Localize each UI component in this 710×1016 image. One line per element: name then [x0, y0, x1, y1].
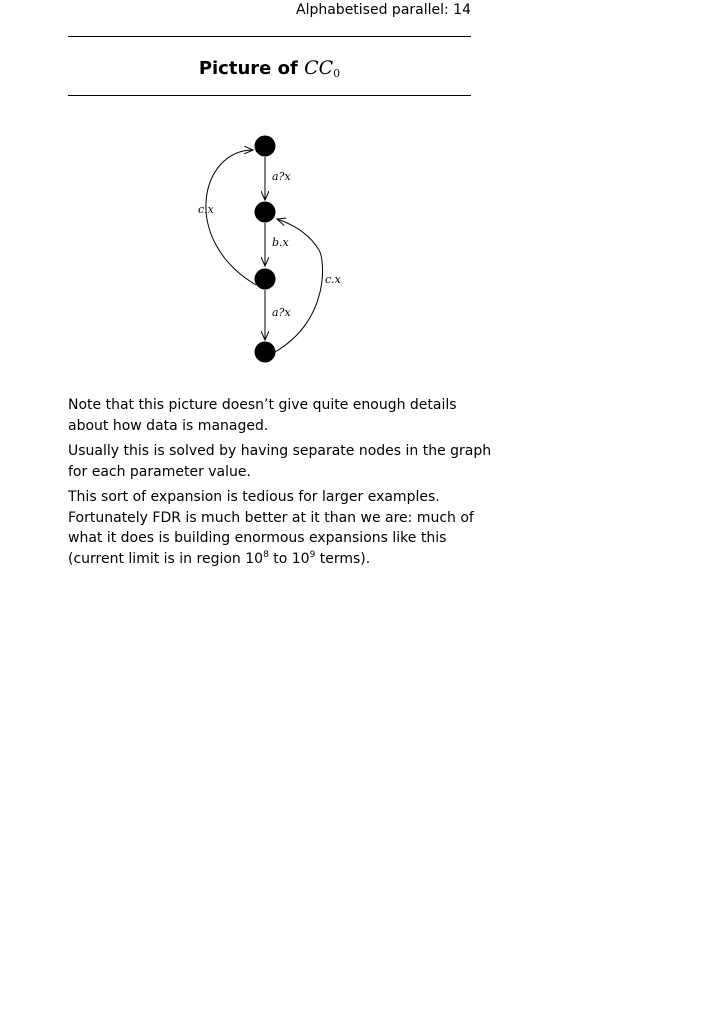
exponent-9: 9	[309, 549, 316, 560]
paragraph-1-line-1: Note that this picture doesn’t give quite enough details	[68, 397, 457, 413]
edge-label-n0-n1: a?x	[272, 170, 291, 183]
title-math-base: CC	[304, 57, 334, 79]
header-text: Alphabetised parallel: 14	[296, 2, 471, 18]
paragraph-3	[68, 487, 478, 569]
title-math-subscript: 0	[333, 67, 341, 80]
body-text	[68, 395, 492, 574]
edge-label-n3-n1: c.x	[325, 273, 341, 286]
paragraph-3-line-3: what it does is building enormous expansions like this	[68, 530, 447, 546]
paragraph-3-line-2: Fortunately FDR is much better at it than we are: much of	[68, 509, 474, 526]
paragraph-3-line-1: This sort of expansion is tedious for larger examples.	[68, 489, 440, 505]
node-n2	[255, 269, 276, 290]
exponent-8: 8	[263, 549, 269, 560]
node-n1	[255, 202, 276, 223]
paragraph-1	[68, 395, 478, 436]
paragraph-2	[68, 441, 492, 482]
edge-label-n2-n0: c.x	[198, 203, 214, 216]
state-graph	[0, 0, 710, 400]
edge-n2-n0	[206, 150, 256, 285]
line-4-part-b: to 10	[268, 550, 310, 567]
paragraph-1-line-2: about how data is managed.	[68, 417, 269, 434]
paragraph-2-line-2: for each parameter value.	[68, 463, 251, 480]
paragraph-2-line-1: Usually this is solved by having separate nodes in the graph	[68, 443, 492, 459]
line-4-part-c: terms).	[315, 550, 371, 567]
paragraph-3-line-4	[68, 551, 370, 567]
edge-label-n1-n2: b.x	[272, 236, 289, 249]
title-prefix: Picture of	[198, 58, 305, 79]
node-n3	[255, 342, 276, 363]
line-4-part-a: (current limit is in region 10	[68, 550, 264, 567]
edge-label-n2-n3: a?x	[272, 306, 291, 319]
node-n0	[255, 136, 276, 157]
